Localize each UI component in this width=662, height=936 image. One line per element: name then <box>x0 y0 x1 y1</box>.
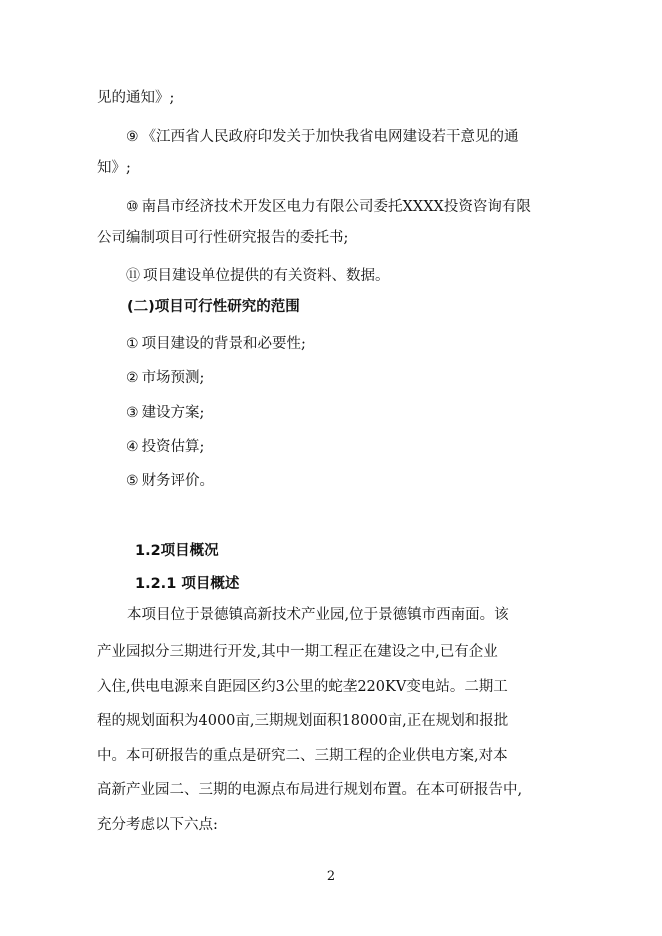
list-item-text: 南昌市经济技术开发区电力有限公司委托XXXX投资咨询有限 <box>141 199 531 215</box>
paragraph-line: 充分考虑以下六点: <box>97 817 218 833</box>
list-item-text: 财务评价。 <box>141 473 215 489</box>
paragraph-line: 高新产业园二、三期的电源点布局进行规划布置。在本可研报告中, <box>97 782 523 798</box>
list-item <box>126 266 390 286</box>
list-item <box>126 437 204 457</box>
list-marker: ① <box>126 336 139 352</box>
paragraph-line: 程的规划面积为4000亩,三期规划面积18000亩,正在规划和报批 <box>97 713 509 729</box>
page-number: 2 <box>326 869 336 884</box>
list-item-text: 《江西省人民政府印发关于加快我省电网建设若干意见的通 <box>141 129 519 145</box>
text-line: 知》; <box>97 160 131 176</box>
paragraph-line: 中。本可研报告的重点是研究二、三期工程的企业供电方案,对本 <box>97 748 508 764</box>
list-marker: ④ <box>126 439 139 455</box>
list-item-text: 投资估算; <box>141 439 205 455</box>
list-item <box>126 197 531 217</box>
subsection-title: 1.2.1 项目概述 <box>135 576 240 592</box>
section-title: 1.2项目概况 <box>135 543 219 559</box>
section-heading: (二)项目可行性研究的范围 <box>127 299 300 315</box>
paragraph-line: 产业园拟分三期进行开发,其中一期工程正在建设之中,已有企业 <box>97 644 498 660</box>
list-marker: ② <box>126 370 139 386</box>
list-marker: ⑪ <box>126 268 140 284</box>
list-item <box>126 403 204 423</box>
list-item-text: 市场预测; <box>141 370 205 386</box>
text-line: 公司编制项目可行性研究报告的委托书; <box>97 230 349 246</box>
list-marker: ⑩ <box>126 199 139 215</box>
list-item-text: 项目建设的背景和必要性; <box>141 336 306 352</box>
paragraph-line: 入住,供电电源来自距园区约3公里的蛇垄220KV变电站。二期工 <box>97 679 508 695</box>
list-item <box>126 334 306 354</box>
list-item <box>126 471 214 491</box>
list-item <box>126 368 204 388</box>
list-item-text: 建设方案; <box>141 405 205 421</box>
text-line: 见的通知》; <box>97 90 175 106</box>
list-item-text: 项目建设单位提供的有关资料、数据。 <box>143 268 390 284</box>
list-marker: ③ <box>126 405 139 421</box>
list-marker: ⑤ <box>126 473 139 489</box>
list-marker: ⑨ <box>126 129 139 145</box>
paragraph-line: 本项目位于景德镇高新技术产业园,位于景德镇市西南面。该 <box>127 607 509 623</box>
list-item <box>126 127 519 147</box>
